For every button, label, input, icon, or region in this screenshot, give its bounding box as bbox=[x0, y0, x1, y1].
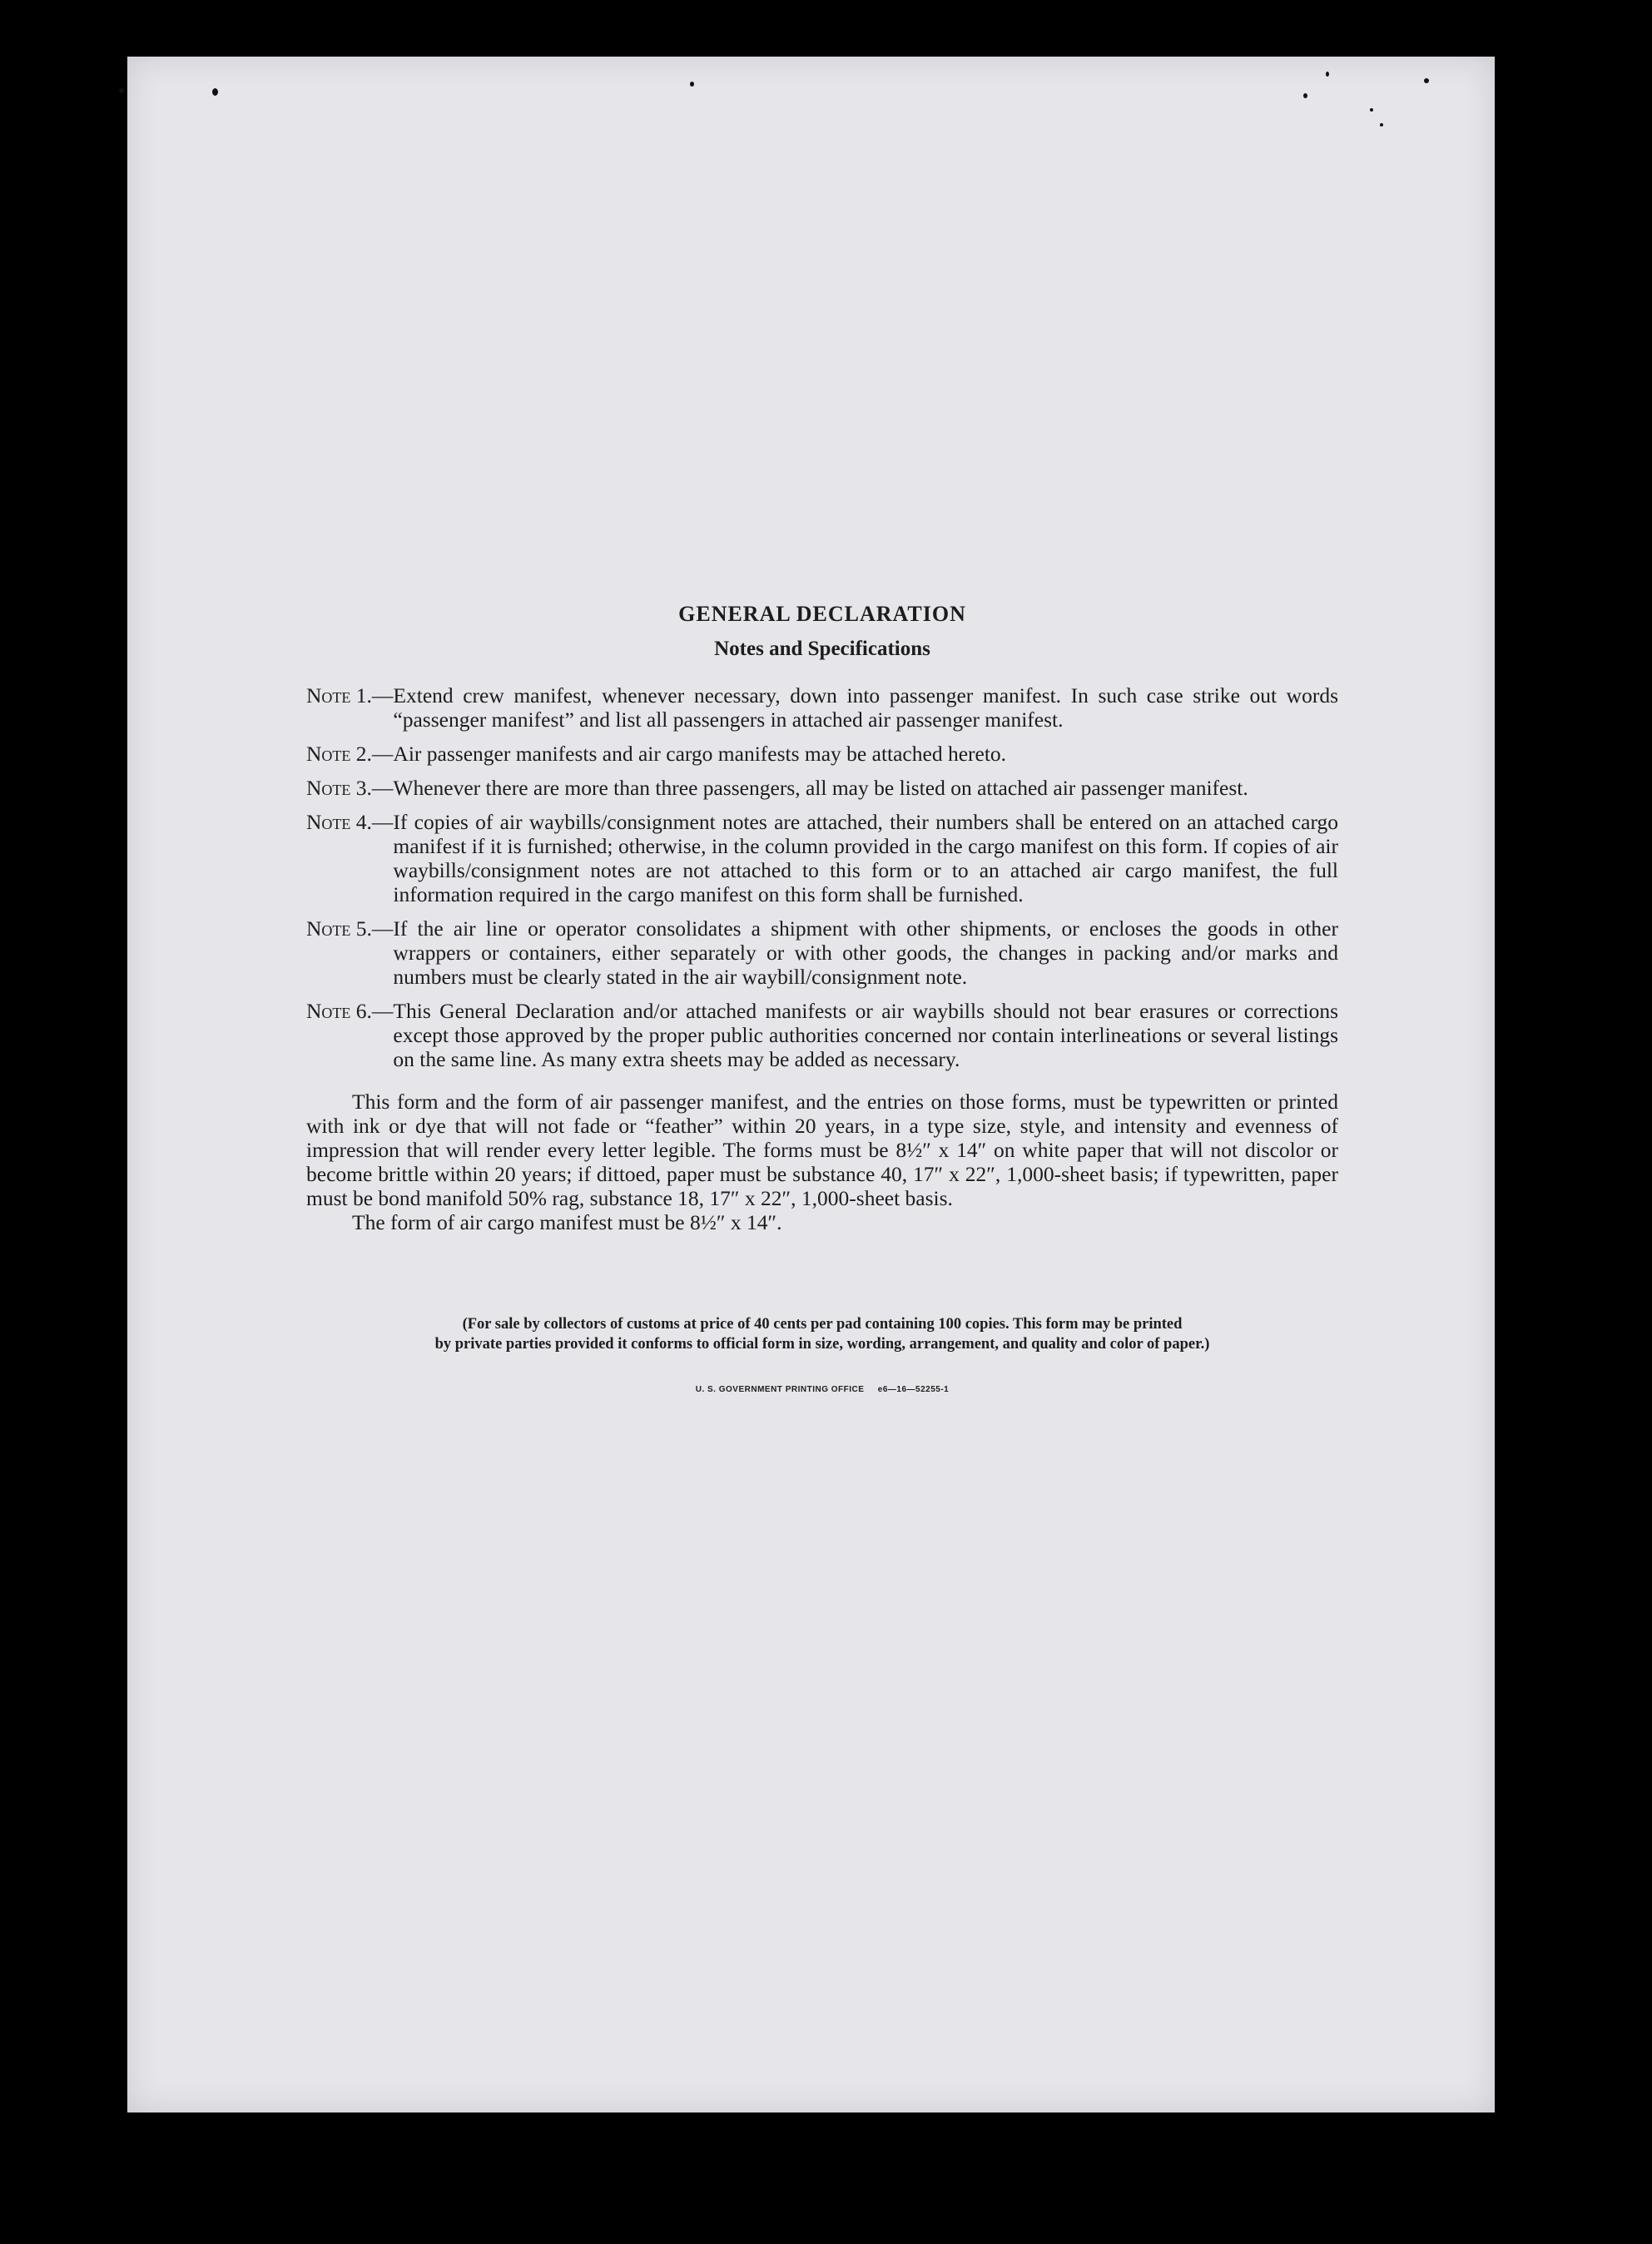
printer-imprint: U. S. GOVERNMENT PRINTING OFFICE e6—16—52255-1 bbox=[695, 1385, 950, 1394]
note-text: This General Declaration and/or attached manifests or air waybills should not bear erasures or corrections except those approved by the proper public authorities concerned nor contain interlineations or several listings on the same line. As many extra sheets may be added as necessary. bbox=[393, 999, 1338, 1071]
specifications-paragraph: This form and the form of air passenger manifest, and the entries on those forms, must be typewritten or printed with ink or dye that will not fade or “feather” within 20 years, in a type size, style, and intensity and evenness of impression that will render every letter legible. The forms must be 8½″ x 14″ on white paper that will not discolor or become brittle within 20 years; if dittoed, paper must be substance 40, 17″ x 22″, 1,000-sheet basis; if typewritten, paper must be bond manifold 50% rag, substance 18, 17″ x 22″, 1,000-sheet basis. bbox=[306, 1090, 1338, 1210]
note-6 bbox=[306, 999, 1338, 1071]
note-text: If copies of air waybills/consignment notes are attached, their numbers shall be entered on an attached cargo manifest if it is furnished; otherwise, in the column provided in the cargo manifest on this form. If copies of air waybills/consignment notes are not attached to this form or to an attached air cargo manifest, the full information required in the cargo manifest on this form shall be furnished. bbox=[393, 810, 1338, 906]
dust-speck bbox=[1380, 123, 1383, 127]
declaration-notes bbox=[306, 602, 1338, 1402]
dust-speck bbox=[1303, 93, 1307, 98]
sale-note-line-2: by private parties provided it conforms to official form in size, wording, arrangement, and quality and color of paper.) bbox=[434, 1336, 1210, 1353]
note-text: If the air line or operator consolidates a shipment with other shipments, or encloses the goods in other wrappers or containers, either separately or with other goods, the changes in packing and/or marks and numbers must be clearly stated in the air waybill/consignment note. bbox=[393, 916, 1338, 989]
note-label: Note 1.— bbox=[306, 683, 394, 707]
note-label: Note 6.— bbox=[306, 999, 394, 1023]
note-text: Extend crew manifest, whenever necessary, down into passenger manifest. In such case strike out words “passenger manifest” and list all passengers in attached air passenger manifest. bbox=[393, 683, 1338, 732]
note-1 bbox=[306, 683, 1338, 732]
dust-speck bbox=[1326, 72, 1329, 77]
note-label: Note 5.— bbox=[306, 916, 394, 941]
note-label: Note 3.— bbox=[306, 776, 394, 800]
sale-note-line-1: (For sale by collectors of customs at price of 40 cents per pad containing 100 copies. This form may be printed bbox=[462, 1316, 1183, 1333]
note-label: Note 4.— bbox=[306, 810, 394, 834]
note-text: Whenever there are more than three passengers, all may be listed on attached air passenger manifest. bbox=[393, 776, 1248, 800]
note-text: Air passenger manifests and air cargo manifests may be attached hereto. bbox=[393, 742, 1007, 766]
dust-speck bbox=[119, 88, 124, 93]
note-2 bbox=[306, 742, 1338, 766]
dust-speck bbox=[212, 88, 218, 96]
sale-note bbox=[306, 1314, 1338, 1354]
note-label: Note 2.— bbox=[306, 742, 394, 766]
dust-speck bbox=[1424, 78, 1429, 83]
document-page bbox=[127, 57, 1495, 2112]
dust-speck bbox=[1370, 108, 1373, 112]
note-3 bbox=[306, 776, 1338, 800]
page-subtitle: Notes and Specifications bbox=[714, 638, 930, 660]
page-title: GENERAL DECLARATION bbox=[678, 602, 966, 626]
note-4 bbox=[306, 810, 1338, 906]
dust-speck bbox=[690, 82, 694, 87]
note-5 bbox=[306, 916, 1338, 989]
cargo-manifest-size-line: The form of air cargo manifest must be 8½″ x 14″. bbox=[352, 1210, 782, 1234]
